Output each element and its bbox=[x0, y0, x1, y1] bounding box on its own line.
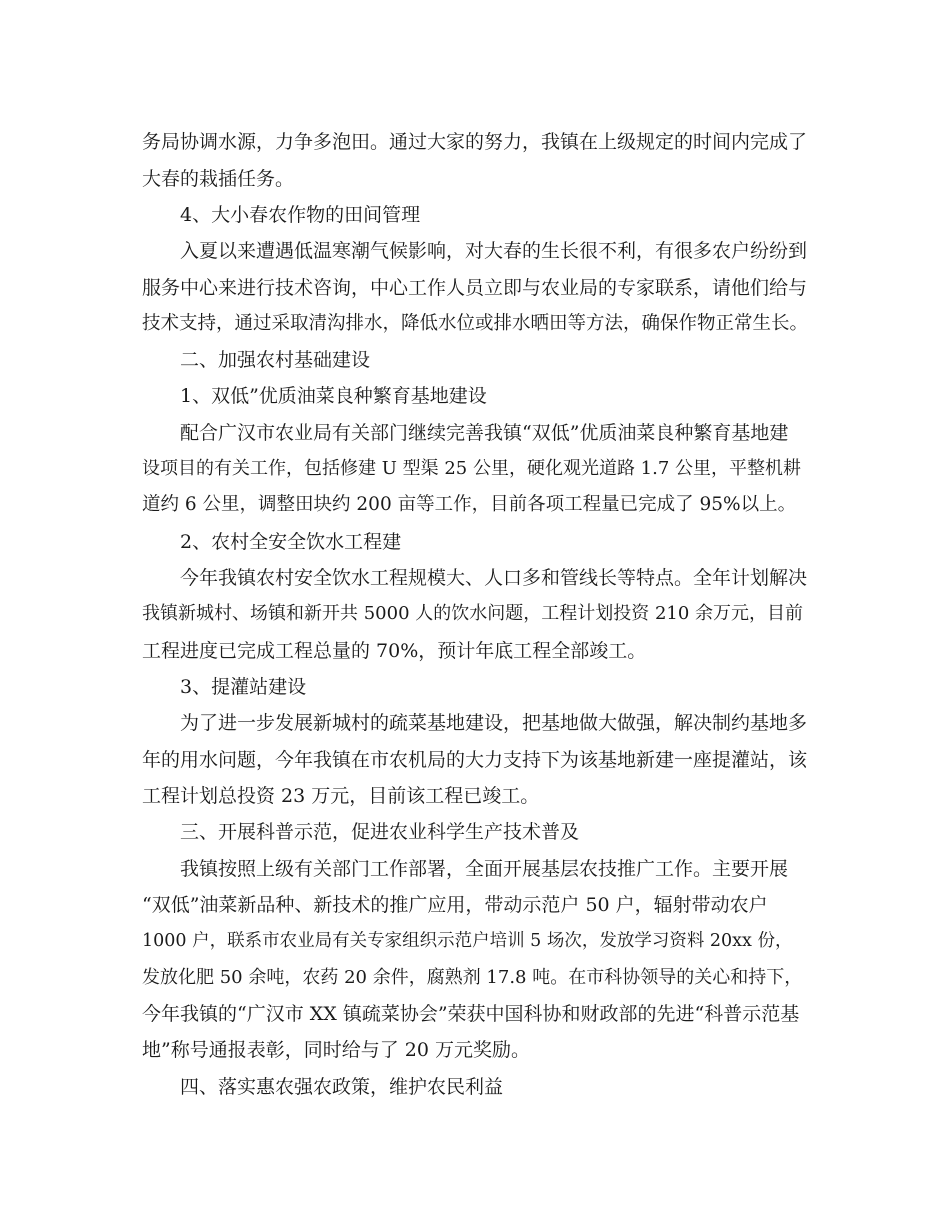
body-text-line: 今年我镇的“广汉市 XX 镇疏菜协会”荣获中国科协和财政部的先进“科普示范基 bbox=[142, 1003, 800, 1025]
body-text-line: 技术支持，通过采取清沟排水，降低水位或排水晒田等方法，确保作物正常生长。 bbox=[142, 313, 809, 334]
body-text-line: 1000 户，联系市农业局有关专家组织示范户培训 5 场次，发放学习资料 20xx 份， bbox=[142, 931, 793, 951]
body-text-line: 设项目的有关工作，包括修建 U 型渠 25 公里，硬化观光道路 1.7 公里，平整机耕 bbox=[142, 458, 802, 479]
body-text-line: “双低”油菜新品种、新技术的推广应用，带动示范户 50 户，辐射带动农户 bbox=[142, 894, 768, 916]
body-text-line: 我镇按照上级有关部门工作部署，全面开展基层农技推广工作。主要开展 bbox=[180, 858, 789, 880]
body-text-line: 大春的栽插任务。 bbox=[142, 168, 295, 190]
section-heading: 3、提灌站建设 bbox=[180, 676, 307, 698]
section-heading: 四、落实惠农强农政策，维护农民利益 bbox=[180, 1076, 504, 1098]
body-text-line: 我镇新城村、场镇和新开共 5000 人的饮水问题，工程计划投资 210 余万元，目前 bbox=[142, 603, 804, 624]
body-text-line: 工程进度已完成工程总量的 70%，预计年底工程全部竣工。 bbox=[142, 640, 647, 662]
body-text-line: 为了进一步发展新城村的疏菜基地建设，把基地做大做强，解决制约基地多 bbox=[180, 712, 808, 734]
section-heading: 2、农村全安全饮水工程建 bbox=[180, 531, 402, 553]
section-heading: 1、双低”优质油菜良种繁育基地建设 bbox=[180, 385, 487, 407]
body-text-line: 务局协调水源，力争多泡田。通过大家的努力，我镇在上级规定的时间内完成了 bbox=[142, 131, 808, 153]
body-text-line: 年的用水问题，今年我镇在市农机局的大力支持下为该基地新建一座提灌站，该 bbox=[142, 749, 808, 771]
section-heading: 4、大小春农作物的田间管理 bbox=[180, 204, 421, 226]
body-text-line: 今年我镇农村安全饮水工程规模大、人口多和管线长等特点。全年计划解决 bbox=[180, 567, 808, 589]
body-text-line: 地”称号通报表彰，同时给与了 20 万元奖励。 bbox=[142, 1039, 530, 1061]
body-text-line: 发放化肥 50 余吨，农药 20 余件，腐熟剂 17.8 吨。在市科协领导的关心和持下， bbox=[142, 967, 803, 988]
section-heading: 三、开展科普示范，促进农业科学生产技术普及 bbox=[180, 821, 580, 843]
body-text-line: 服务中心来进行技术咨询，中心工作人员立即与农业局的专家联系，请他们给与 bbox=[142, 277, 808, 299]
body-text-line: 配合广汉市农业局有关部门继续完善我镇“双低”优质油菜良种繁育基地建 bbox=[180, 422, 789, 444]
body-text-line: 入夏以来遭遇低温寒潮气候影响，对大春的生长很不利，有很多农户纷纷到 bbox=[180, 240, 808, 262]
section-heading: 二、加强农村基础建设 bbox=[180, 349, 371, 371]
body-text-line: 工程计划总投资 23 万元，目前该工程已竣工。 bbox=[142, 785, 540, 807]
body-text-line: 道约 6 公里，调整田块约 200 亩等工作，目前各项工程量已完成了 95%以上。 bbox=[142, 494, 797, 515]
